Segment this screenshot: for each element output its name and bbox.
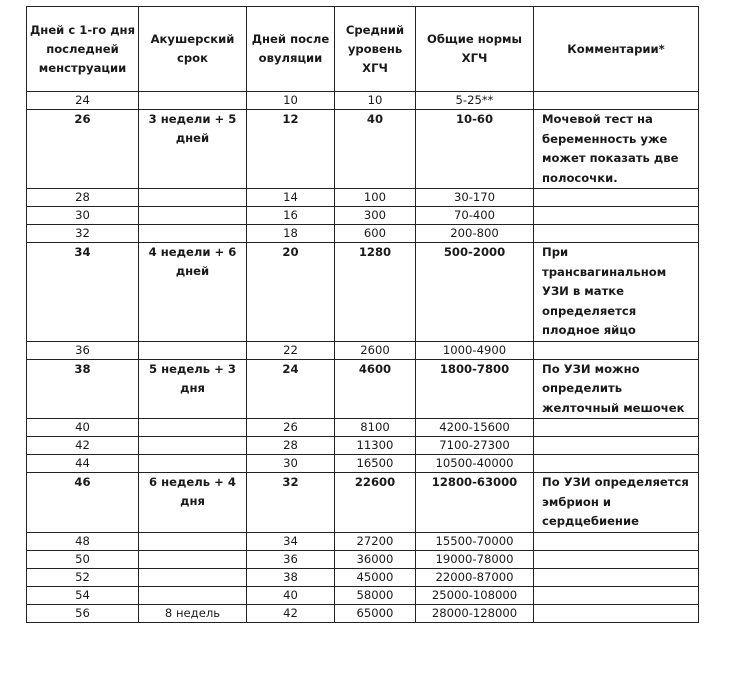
cell-days-since-lmp: 56	[27, 604, 139, 622]
cell-average-hcg: 16500	[335, 455, 416, 473]
cell-comment	[534, 189, 699, 207]
cell-days-since-lmp: 36	[27, 341, 139, 359]
cell-average-hcg: 4600	[335, 359, 416, 419]
cell-obstetric-term: 3 недели + 5 дней	[139, 110, 247, 189]
cell-days-after-ovulation: 10	[247, 92, 335, 110]
cell-average-hcg: 600	[335, 225, 416, 243]
cell-average-hcg: 65000	[335, 604, 416, 622]
cell-obstetric-term	[139, 225, 247, 243]
cell-average-hcg: 300	[335, 207, 416, 225]
cell-comment: По УЗИ определяется эмбрион и сердцебиение	[534, 473, 699, 533]
cell-hcg-range: 10500-40000	[416, 455, 534, 473]
cell-days-since-lmp: 28	[27, 189, 139, 207]
cell-comment	[534, 437, 699, 455]
table-row	[27, 419, 699, 437]
cell-days-since-lmp: 48	[27, 532, 139, 550]
cell-average-hcg: 36000	[335, 550, 416, 568]
cell-hcg-range: 12800-63000	[416, 473, 534, 533]
cell-average-hcg: 45000	[335, 568, 416, 586]
cell-days-since-lmp: 50	[27, 550, 139, 568]
cell-days-since-lmp: 52	[27, 568, 139, 586]
cell-days-after-ovulation: 18	[247, 225, 335, 243]
cell-days-after-ovulation: 24	[247, 359, 335, 419]
cell-comment: При трансвагинальном УЗИ в матке определяется плодное яйцо	[534, 243, 699, 342]
cell-days-after-ovulation: 40	[247, 586, 335, 604]
cell-hcg-range: 25000-108000	[416, 586, 534, 604]
cell-days-since-lmp: 26	[27, 110, 139, 189]
cell-obstetric-term	[139, 550, 247, 568]
cell-comment	[534, 207, 699, 225]
cell-comment	[534, 604, 699, 622]
table-row	[27, 92, 699, 110]
cell-obstetric-term	[139, 341, 247, 359]
cell-comment	[534, 455, 699, 473]
cell-hcg-range: 70-400	[416, 207, 534, 225]
cell-days-since-lmp: 24	[27, 92, 139, 110]
cell-obstetric-term	[139, 532, 247, 550]
table-row	[27, 437, 699, 455]
cell-comment	[534, 92, 699, 110]
table-row	[27, 243, 699, 342]
cell-hcg-range: 500-2000	[416, 243, 534, 342]
header-hcg-range: Общие нормы ХГЧ	[416, 7, 534, 92]
header-obstetric-term: Акушерский срок	[139, 7, 247, 92]
cell-hcg-range: 1800-7800	[416, 359, 534, 419]
cell-obstetric-term: 5 недель + 3 дня	[139, 359, 247, 419]
table-row	[27, 568, 699, 586]
cell-days-since-lmp: 46	[27, 473, 139, 533]
cell-obstetric-term	[139, 207, 247, 225]
cell-average-hcg: 8100	[335, 419, 416, 437]
cell-hcg-range: 200-800	[416, 225, 534, 243]
cell-average-hcg: 58000	[335, 586, 416, 604]
cell-days-since-lmp: 40	[27, 419, 139, 437]
table-row	[27, 604, 699, 622]
cell-comment: Мочевой тест на беременность уже может показать две полосочки.	[534, 110, 699, 189]
cell-days-since-lmp: 42	[27, 437, 139, 455]
cell-average-hcg: 2600	[335, 341, 416, 359]
table-row	[27, 586, 699, 604]
cell-hcg-range: 19000-78000	[416, 550, 534, 568]
cell-obstetric-term	[139, 92, 247, 110]
cell-obstetric-term: 6 недель + 4 дня	[139, 473, 247, 533]
cell-average-hcg: 1280	[335, 243, 416, 342]
cell-comment	[534, 341, 699, 359]
cell-hcg-range: 22000-87000	[416, 568, 534, 586]
cell-days-after-ovulation: 28	[247, 437, 335, 455]
cell-hcg-range: 1000-4900	[416, 341, 534, 359]
cell-average-hcg: 10	[335, 92, 416, 110]
cell-days-after-ovulation: 38	[247, 568, 335, 586]
cell-hcg-range: 4200-15600	[416, 419, 534, 437]
cell-average-hcg: 22600	[335, 473, 416, 533]
table-row	[27, 473, 699, 533]
cell-obstetric-term	[139, 455, 247, 473]
header-days-after-ovulation: Дней после овуляции	[247, 7, 335, 92]
cell-average-hcg: 27200	[335, 532, 416, 550]
cell-comment	[534, 550, 699, 568]
cell-comment: По УЗИ можно определить желточный мешочек	[534, 359, 699, 419]
cell-days-since-lmp: 32	[27, 225, 139, 243]
cell-obstetric-term: 8 недель	[139, 604, 247, 622]
cell-comment	[534, 225, 699, 243]
cell-days-since-lmp: 34	[27, 243, 139, 342]
cell-hcg-range: 15500-70000	[416, 532, 534, 550]
table-row	[27, 225, 699, 243]
cell-days-since-lmp: 30	[27, 207, 139, 225]
cell-average-hcg: 100	[335, 189, 416, 207]
table-row	[27, 359, 699, 419]
table-body	[27, 92, 699, 623]
cell-days-since-lmp: 54	[27, 586, 139, 604]
cell-average-hcg: 40	[335, 110, 416, 189]
table-row	[27, 110, 699, 189]
cell-days-after-ovulation: 42	[247, 604, 335, 622]
cell-days-after-ovulation: 36	[247, 550, 335, 568]
cell-hcg-range: 28000-128000	[416, 604, 534, 622]
header-days-since-lmp: Дней с 1-го дня последней менструации	[27, 7, 139, 92]
cell-days-after-ovulation: 34	[247, 532, 335, 550]
table-row	[27, 189, 699, 207]
cell-hcg-range: 7100-27300	[416, 437, 534, 455]
cell-obstetric-term	[139, 419, 247, 437]
table-row	[27, 550, 699, 568]
cell-obstetric-term	[139, 568, 247, 586]
cell-hcg-range: 5-25**	[416, 92, 534, 110]
cell-obstetric-term	[139, 437, 247, 455]
cell-obstetric-term	[139, 586, 247, 604]
table-header-row	[27, 7, 699, 92]
cell-comment	[534, 419, 699, 437]
cell-days-after-ovulation: 12	[247, 110, 335, 189]
cell-days-since-lmp: 38	[27, 359, 139, 419]
table-row	[27, 455, 699, 473]
cell-obstetric-term	[139, 189, 247, 207]
cell-comment	[534, 532, 699, 550]
cell-days-after-ovulation: 22	[247, 341, 335, 359]
cell-average-hcg: 11300	[335, 437, 416, 455]
header-average-hcg: Средний уровень ХГЧ	[335, 7, 416, 92]
hcg-norms-table	[26, 6, 699, 623]
cell-hcg-range: 10-60	[416, 110, 534, 189]
cell-days-after-ovulation: 32	[247, 473, 335, 533]
header-comments: Комментарии*	[534, 7, 699, 92]
table-row	[27, 532, 699, 550]
cell-days-since-lmp: 44	[27, 455, 139, 473]
cell-days-after-ovulation: 16	[247, 207, 335, 225]
cell-days-after-ovulation: 20	[247, 243, 335, 342]
cell-comment	[534, 568, 699, 586]
table-row	[27, 207, 699, 225]
cell-days-after-ovulation: 26	[247, 419, 335, 437]
cell-obstetric-term: 4 недели + 6 дней	[139, 243, 247, 342]
cell-days-after-ovulation: 14	[247, 189, 335, 207]
cell-days-after-ovulation: 30	[247, 455, 335, 473]
cell-comment	[534, 586, 699, 604]
cell-hcg-range: 30-170	[416, 189, 534, 207]
table-row	[27, 341, 699, 359]
